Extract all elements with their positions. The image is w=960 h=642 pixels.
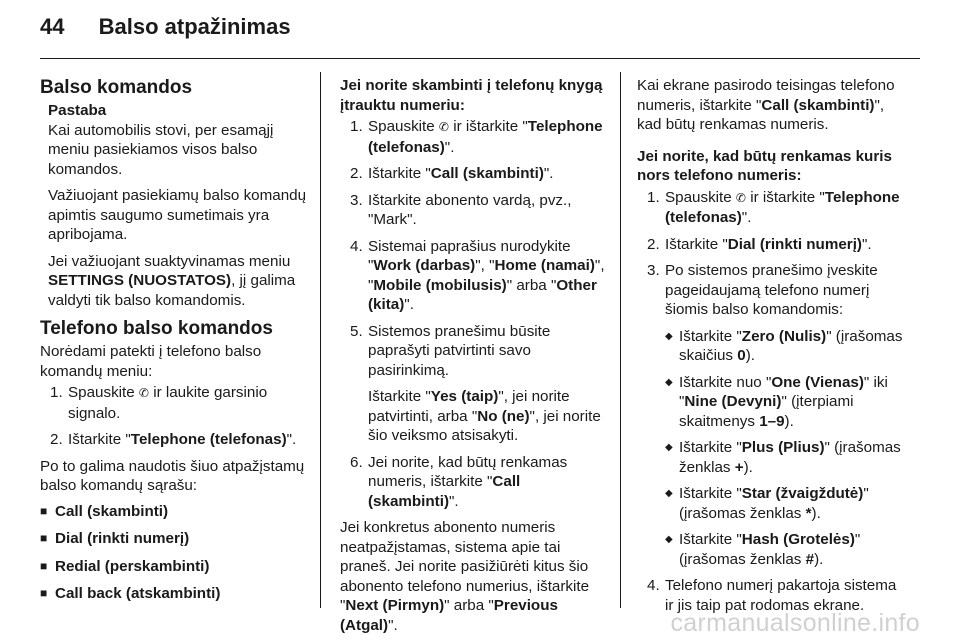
steps-list — [40, 383, 308, 450]
list-item: 2. Ištarkite "Telephone (telefonas)". — [50, 431, 297, 448]
digit-command-list — [665, 327, 905, 570]
list-item: ◆ Ištarkite "Hash (Grotelės)" (įrašomas ženklas #). — [665, 530, 905, 569]
list-item: 3. Po sistemos pranešimo įveskite pageidaujamą telefono numerį šiomis balso komandomis: ◆ Ištarkite "Zero (Nulis)" (įrašomas skaičius 0). ◆ Ištarkite nuo "One (Vienas)" iki "Nine (Devyni)" (įterpiami skaitmenys 1–9). ◆ Ištarkite "Plus (Plius)" (įrašomas ženklas +). ◆ Ištarkite "Star (žvaigždutė)" (įrašomas ženklas *). ◆ Ištarkite "Hash (Grotelės)" (įrašomas ženklas #). — [637, 261, 905, 569]
list-item: ■ Redial (perskambinti) — [40, 557, 308, 577]
phonebook-steps — [340, 117, 608, 511]
note-box — [48, 101, 308, 310]
list-item: ◆ Ištarkite "Zero (Nulis)" (įrašomas skaičius 0). — [665, 327, 905, 366]
list-item: 1. Spauskite ✆ ir laukite garsinio signalo. — [50, 384, 268, 422]
list-item: 2. Ištarkite "Dial (rinkti numerį)". — [647, 235, 872, 253]
watermark: carmanualsonline.info — [670, 609, 920, 637]
header-divider — [40, 58, 920, 59]
dial-steps — [637, 188, 905, 616]
list-item: 4. Sistemai paprašius nurodykite "Work (darbas)", "Home (namai)", "Mobile (mobilusis)" arba "Other (kita)". — [350, 237, 605, 313]
section-heading-dial-number: Jei norite, kad būtų renkamas kuris nors telefono numeris: — [637, 147, 892, 184]
list-item: 1. Spauskite ✆ ir ištarkite "Telephone (telefonas)". — [350, 118, 603, 156]
command-list — [40, 502, 308, 604]
list-item: 4. Telefono numerį pakartoja sistema ir jis taip pat rodomas ekrane. — [647, 577, 897, 614]
section-heading-voice-commands: Balso komandos — [40, 77, 193, 98]
list-item: 2. Ištarkite "Call (skambinti)". — [350, 165, 554, 182]
list-item: 3. Ištarkite abonento vardą, pvz., "Mark". — [350, 191, 572, 228]
list-item: ◆ Ištarkite "Plus (Plius)" (įrašomas ženklas +). — [665, 438, 905, 477]
list-item: ◆ Ištarkite nuo "One (Vienas)" iki "Nine (Devyni)" (įterpiami skaitmenys 1–9). — [665, 373, 905, 432]
list-item: 6. Jei norite, kad būtų renkamas numeris, ištarkite "Call (skambinti)". — [350, 453, 568, 510]
intro-text: Norėdami patekti į telefono balso komandų meniu: — [40, 343, 262, 380]
phone-icon: ✆ — [438, 120, 449, 134]
phone-icon: ✆ — [138, 386, 149, 400]
note-text-2: Važiuojant pasiekiamų balso komandų apimtis saugumo sumetimais yra apribojama. — [48, 187, 307, 243]
list-item: ◆ Ištarkite "Star (žvaigždutė)" (įrašomas ženklas *). — [665, 484, 905, 523]
list-item: ■ Call back (atskambinti) — [40, 584, 308, 604]
page-number: 44 — [40, 14, 65, 39]
list-item: ■ Dial (rinkti numerį) — [40, 529, 308, 549]
correct-number-paragraph: Kai ekrane pasirodo teisingas telefono numeris, ištarkite "Call (skambinti)", kad būtų renkamas numeris. — [637, 77, 895, 133]
section-heading-phone-voice-commands: Telefono balso komandos — [40, 318, 273, 339]
column-3 — [637, 76, 905, 622]
commands-intro: Po to galima naudotis šiuo atpažįstamų balso komandų sąrašu: — [40, 457, 305, 494]
phone-icon: ✆ — [735, 190, 746, 205]
note-text-3: Jei važiuojant suaktyvinamas meniu SETTINGS (NUOSTATOS), jį galima valdyti tik balso komandomis. — [48, 252, 296, 309]
list-item: 1. Spauskite ✆ ir ištarkite "Telephone (telefonas)". — [647, 188, 900, 226]
page-header — [40, 14, 291, 40]
column-divider-1 — [320, 72, 321, 608]
list-item: ■ Call (skambinti) — [40, 502, 308, 522]
note-label: Pastaba — [48, 102, 107, 119]
note-text-1: Kai automobilis stovi, per esamąjį meniu pasiekiamos visos balso komandos. — [48, 121, 274, 178]
section-heading-phonebook: Jei norite skambinti į telefonų knygą įtrauktu numeriu: — [340, 77, 603, 114]
not-recognized-paragraph: Jei konkretus abonento numeris neatpažįstamas, sistema apie tai praneš. Jei norite pasižiūrėti kitus šio abonento telefono numerius, ištarkite "Next (Pirmyn)" arba "Previous (Atgal)". — [340, 519, 590, 634]
column-1 — [40, 76, 308, 612]
column-divider-2 — [620, 72, 621, 608]
page-title: Balso atpažinimas — [98, 14, 291, 39]
list-item: 5. Sistemos pranešimu būsite paprašyti patvirtinti savo pasirinkimą. Ištarkite "Yes (taip)", jei norite patvirtinti, arba "No (ne)", jei norite šio veiksmo atsisakyti. — [350, 322, 601, 444]
column-2 — [340, 76, 608, 635]
